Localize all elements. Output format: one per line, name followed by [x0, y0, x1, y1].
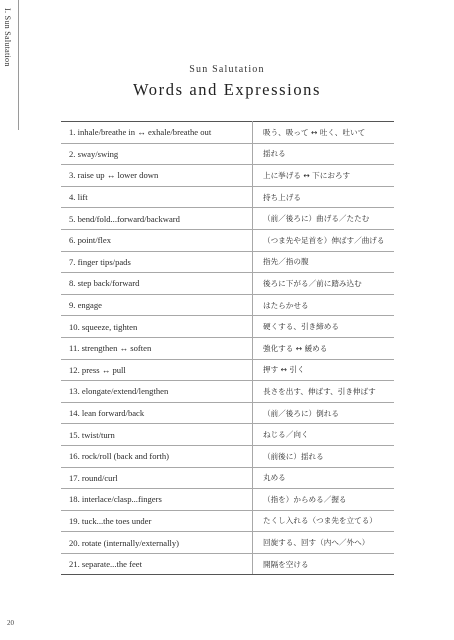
japanese-translation: 吸う、吸って ↔ 吐く、吐いて — [253, 122, 395, 144]
section-subtitle: Sun Salutation — [189, 64, 265, 75]
japanese-translation: 強化する ↔ 緩める — [253, 337, 395, 359]
table-row — [61, 251, 394, 273]
table-row — [61, 165, 394, 187]
table-row — [61, 208, 394, 230]
japanese-translation: 押す ↔ 引く — [253, 359, 395, 381]
english-expression: 20. rotate (internally/externally) — [61, 532, 253, 554]
english-expression: 6. point/flex — [61, 229, 253, 251]
japanese-translation: 丸める — [253, 467, 395, 489]
page-title: Words and Expressions — [132, 80, 322, 99]
english-expression: 9. engage — [61, 294, 253, 316]
english-expression: 13. elongate/extend/lengthen — [61, 381, 253, 403]
table-row — [61, 402, 394, 424]
japanese-translation: （指を）からめる／握る — [253, 489, 395, 511]
table-row — [61, 229, 394, 251]
table-row — [61, 489, 394, 511]
japanese-translation: 揺れる — [253, 143, 395, 165]
table-row — [61, 510, 394, 532]
english-expression: 19. tuck...the toes under — [61, 510, 253, 532]
japanese-translation: ねじる／向く — [253, 424, 395, 446]
english-expression: 7. finger tips/pads — [61, 251, 253, 273]
english-expression: 15. twist/turn — [61, 424, 253, 446]
table-row — [61, 273, 394, 295]
english-expression: 14. lean forward/back — [61, 402, 253, 424]
japanese-translation: 持ち上げる — [253, 186, 395, 208]
english-expression: 10. squeeze, tighten — [61, 316, 253, 338]
english-expression: 16. rock/roll (back and forth) — [61, 445, 253, 467]
english-expression: 1. inhale/breathe in ↔ exhale/breathe out — [61, 122, 253, 144]
japanese-translation: たくし入れる（つま先を立てる） — [253, 510, 395, 532]
japanese-translation: はたらかせる — [253, 294, 395, 316]
english-expression: 12. press ↔ pull — [61, 359, 253, 381]
table-row — [61, 424, 394, 446]
table-row — [61, 359, 394, 381]
table-row — [61, 294, 394, 316]
japanese-translation: 回旋する、回す（内へ／外へ） — [253, 532, 395, 554]
english-expression: 11. strengthen ↔ soften — [61, 337, 253, 359]
vocabulary-table-body — [61, 122, 394, 575]
english-expression: 5. bend/fold...forward/backward — [61, 208, 253, 230]
chapter-tab-label: I. Sun Salutation — [3, 8, 12, 67]
table-row — [61, 445, 394, 467]
english-expression: 4. lift — [61, 186, 253, 208]
japanese-translation: （前／後ろに）曲げる／たたむ — [253, 208, 395, 230]
table-row — [61, 337, 394, 359]
japanese-translation: （前後に）揺れる — [253, 445, 395, 467]
japanese-translation: 長さを出す、伸ばす、引き伸ばす — [253, 381, 395, 403]
japanese-translation: 硬くする、引き締める — [253, 316, 395, 338]
english-expression: 17. round/curl — [61, 467, 253, 489]
japanese-translation: 指先／指の腹 — [253, 251, 395, 273]
vocabulary-table — [61, 121, 394, 575]
english-expression: 2. sway/swing — [61, 143, 253, 165]
page-number: 20 — [7, 619, 14, 627]
table-row — [61, 122, 394, 144]
table-row — [61, 532, 394, 554]
table-row — [61, 143, 394, 165]
japanese-translation: 上に挙げる ↔ 下におろす — [253, 165, 395, 187]
english-expression: 21. separate...the feet — [61, 553, 253, 575]
table-row — [61, 381, 394, 403]
japanese-translation: （つま先や足首を）伸ばす／曲げる — [253, 229, 395, 251]
english-expression: 8. step back/forward — [61, 273, 253, 295]
japanese-translation: 後ろに下がる／前に踏み込む — [253, 273, 395, 295]
japanese-translation: （前／後ろに）倒れる — [253, 402, 395, 424]
table-row — [61, 186, 394, 208]
english-expression: 18. interlace/clasp...fingers — [61, 489, 253, 511]
table-row — [61, 316, 394, 338]
japanese-translation: 開隔を空ける — [253, 553, 395, 575]
english-expression: 3. raise up ↔ lower down — [61, 165, 253, 187]
table-row — [61, 553, 394, 575]
table-row — [61, 467, 394, 489]
